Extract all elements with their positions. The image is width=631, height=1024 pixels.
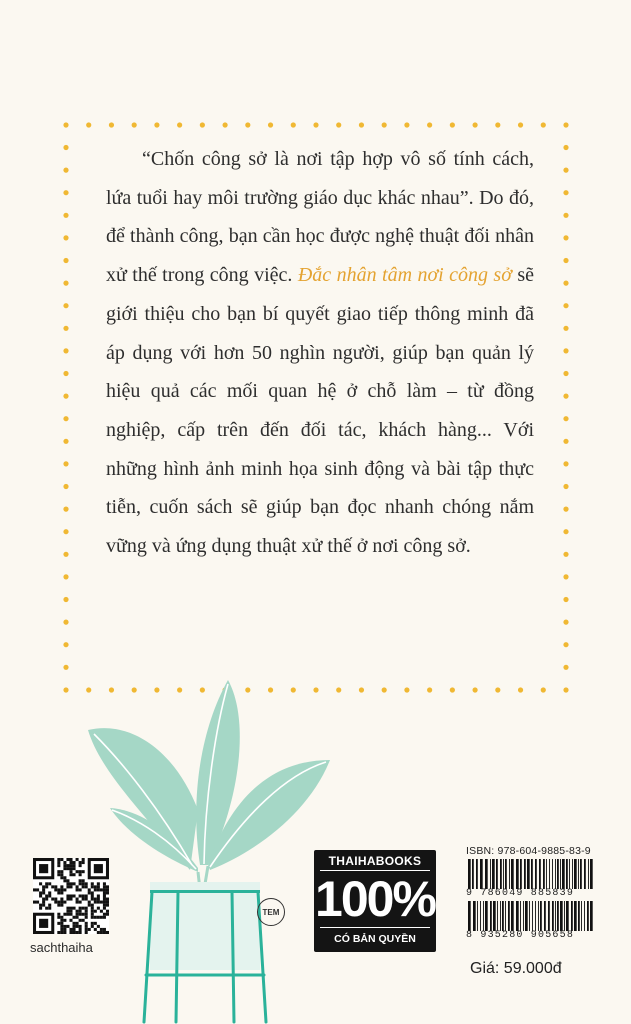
frame-dot xyxy=(63,235,68,240)
plant-illustration xyxy=(80,660,340,1024)
isbn-text: ISBN: 978-604-9885-83-9 xyxy=(466,845,591,857)
frame-dot xyxy=(563,665,568,670)
frame-dot xyxy=(63,461,68,466)
badge-percent: 100% xyxy=(315,871,435,927)
frame-dot xyxy=(563,213,568,218)
frame-dot xyxy=(63,642,68,647)
frame-dot xyxy=(63,507,68,512)
frame-dot xyxy=(382,687,387,692)
frame-dot xyxy=(313,122,318,127)
frame-dot xyxy=(563,281,568,286)
frame-dot xyxy=(563,552,568,557)
frame-dot xyxy=(541,687,546,692)
frame-dot xyxy=(495,687,500,692)
frame-dot xyxy=(563,529,568,534)
frame-dot xyxy=(63,190,68,195)
frame-dot xyxy=(268,122,273,127)
frame-dot xyxy=(222,122,227,127)
frame-dot xyxy=(518,122,523,127)
frame-dot xyxy=(563,122,568,127)
frame-dot xyxy=(63,416,68,421)
frame-dot xyxy=(154,122,159,127)
frame-dot xyxy=(427,122,432,127)
frame-dot xyxy=(472,122,477,127)
book-title-italic: Đắc nhân tâm nơi công sở xyxy=(297,264,512,287)
frame-dot xyxy=(132,122,137,127)
frame-dot xyxy=(200,122,205,127)
frame-dot xyxy=(518,687,523,692)
frame-dot xyxy=(450,122,455,127)
frame-dot xyxy=(563,145,568,150)
qr-code[interactable] xyxy=(33,858,109,934)
frame-dot xyxy=(63,394,68,399)
frame-dot xyxy=(63,326,68,331)
frame-dot xyxy=(563,416,568,421)
frame-dot xyxy=(63,213,68,218)
frame-dot xyxy=(427,687,432,692)
frame-dot xyxy=(563,687,568,692)
frame-dot xyxy=(63,145,68,150)
frame-dot xyxy=(63,552,68,557)
qr-code-icon xyxy=(33,858,109,934)
frame-dot xyxy=(177,122,182,127)
frame-dot xyxy=(63,597,68,602)
frame-dot xyxy=(63,281,68,286)
frame-dot xyxy=(63,303,68,308)
frame-dot xyxy=(563,348,568,353)
frame-dot xyxy=(450,687,455,692)
frame-dot xyxy=(109,122,114,127)
frame-dot xyxy=(63,122,68,127)
frame-dot xyxy=(563,642,568,647)
back-cover-blurb xyxy=(106,140,534,566)
frame-dot xyxy=(359,687,364,692)
thaihabooks-copyright-badge xyxy=(314,850,436,952)
frame-dot xyxy=(563,168,568,173)
frame-dot xyxy=(563,620,568,625)
blurb-text-part1: “Chốn công sở là nơi tập hợp vô số tính cách, lứa tuổi hay môi trường giáo dục khác nhau”. Do đó, để thành công, bạn cần học được nghệ thuật đối nhân xử thế trong công việc. xyxy=(106,148,534,287)
frame-dot xyxy=(359,122,364,127)
frame-dot xyxy=(563,461,568,466)
frame-dot xyxy=(63,168,68,173)
frame-dot xyxy=(495,122,500,127)
frame-dot xyxy=(63,529,68,534)
badge-brand: THAIHABOOKS xyxy=(328,854,422,868)
frame-dot xyxy=(563,235,568,240)
qr-label: sachthaiha xyxy=(30,940,93,955)
frame-dot xyxy=(63,687,68,692)
frame-dot xyxy=(563,574,568,579)
frame-dot xyxy=(63,258,68,263)
badge-subtitle: CÓ BẢN QUYỀN xyxy=(334,933,416,945)
plant-pot xyxy=(150,882,260,970)
price-label: Giá: 59.000đ xyxy=(470,960,562,977)
frame-dot xyxy=(541,122,546,127)
ean-barcode xyxy=(466,901,594,931)
frame-dot xyxy=(404,122,409,127)
frame-dot xyxy=(63,574,68,579)
frame-dot xyxy=(63,620,68,625)
frame-dot xyxy=(472,687,477,692)
frame-dot xyxy=(63,439,68,444)
frame-dot xyxy=(63,484,68,489)
frame-dot xyxy=(563,484,568,489)
frame-dot xyxy=(86,122,91,127)
tem-stamp-icon: TEM xyxy=(257,898,285,926)
frame-dot xyxy=(245,122,250,127)
frame-dot xyxy=(291,122,296,127)
frame-dot xyxy=(563,326,568,331)
frame-dot xyxy=(63,665,68,670)
frame-dot xyxy=(382,122,387,127)
frame-dot xyxy=(563,258,568,263)
plant-leaves xyxy=(88,680,330,872)
isbn-barcode-digits: 9 786049 885839 xyxy=(466,888,575,899)
frame-dot xyxy=(404,687,409,692)
frame-dot xyxy=(63,348,68,353)
isbn-barcode xyxy=(466,859,594,889)
frame-dot xyxy=(336,122,341,127)
frame-dot xyxy=(563,394,568,399)
barcode-block xyxy=(466,845,598,943)
blurb-text-part2: sẽ giới thiệu cho bạn bí quyết giao tiếp thông minh đã áp dụng với hơn 50 nghìn người, giúp bạn quản lý hiệu quả các mối quan hệ ở chỗ làm – từ đồng nghiệp, cấp trên đến đối tác, khách hàng... Với những hình ảnh minh họa sinh động và bài tập thực tiễn, cuốn sách sẽ giúp bạn đọc nhanh chóng nắm vững và ứng dụng thuật xử thế ở nơi công sở. xyxy=(106,264,534,558)
frame-dot xyxy=(563,597,568,602)
frame-dot xyxy=(563,303,568,308)
badge-divider-bottom xyxy=(320,927,430,928)
frame-dot xyxy=(563,439,568,444)
frame-dot xyxy=(63,371,68,376)
frame-dot xyxy=(563,507,568,512)
frame-dot xyxy=(563,190,568,195)
ean-barcode-digits: 8 935280 905658 xyxy=(466,930,575,941)
frame-dot xyxy=(563,371,568,376)
